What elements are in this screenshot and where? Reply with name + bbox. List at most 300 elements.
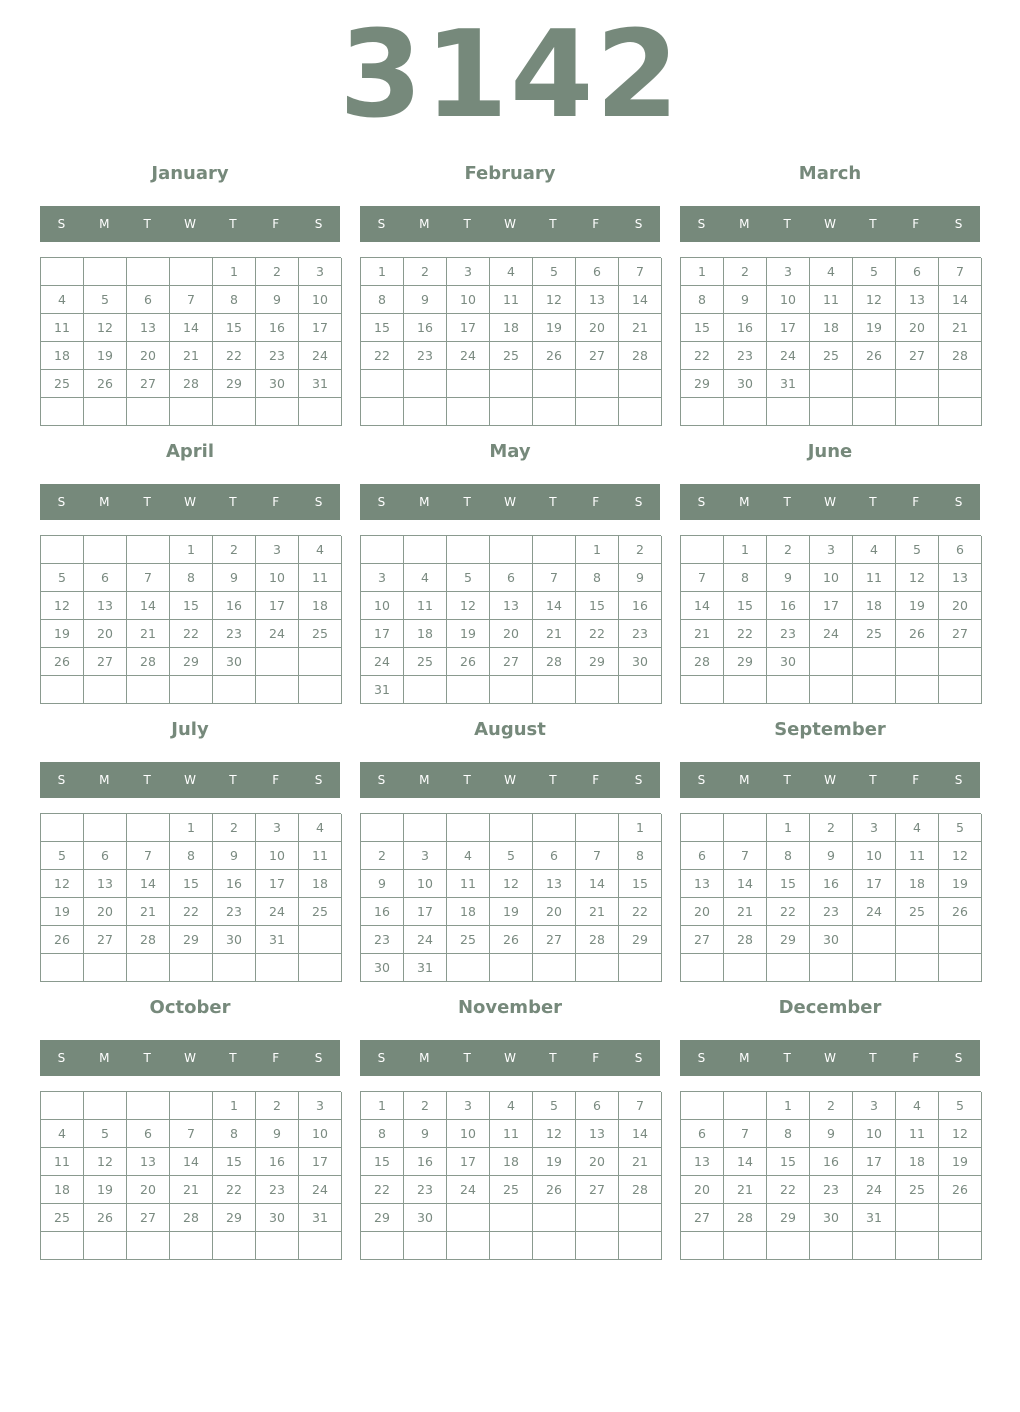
day-cell: 25 bbox=[299, 898, 342, 926]
day-cell: 16 bbox=[404, 314, 447, 342]
day-cell: 20 bbox=[490, 620, 533, 648]
weekday-label: M bbox=[99, 217, 110, 231]
day-cell: 11 bbox=[299, 564, 342, 592]
weekday-label: T bbox=[463, 773, 471, 787]
day-cell: 16 bbox=[619, 592, 662, 620]
month-august bbox=[360, 714, 660, 984]
day-cell: 6 bbox=[127, 1120, 170, 1148]
month-november bbox=[360, 992, 660, 1262]
empty-day-cell bbox=[767, 954, 810, 982]
day-cell: 10 bbox=[256, 564, 299, 592]
day-cell: 15 bbox=[361, 314, 404, 342]
day-cell: 29 bbox=[681, 370, 724, 398]
day-cell: 18 bbox=[490, 1148, 533, 1176]
weekday-label: S bbox=[634, 1051, 643, 1065]
day-cell: 18 bbox=[810, 314, 853, 342]
day-cell: 14 bbox=[170, 314, 213, 342]
weekday-label: T bbox=[783, 773, 791, 787]
day-cell: 2 bbox=[213, 536, 256, 564]
day-cell: 24 bbox=[853, 898, 896, 926]
day-cell: 7 bbox=[939, 258, 982, 286]
day-cell: 13 bbox=[896, 286, 939, 314]
day-cell: 28 bbox=[127, 648, 170, 676]
day-cell: 9 bbox=[213, 564, 256, 592]
day-cell: 20 bbox=[896, 314, 939, 342]
day-cell: 17 bbox=[853, 870, 896, 898]
weekday-label: W bbox=[504, 1051, 516, 1065]
day-cell: 30 bbox=[213, 648, 256, 676]
day-cell: 29 bbox=[170, 926, 213, 954]
day-cell: 23 bbox=[404, 1176, 447, 1204]
day-cell: 17 bbox=[447, 314, 490, 342]
day-cell: 7 bbox=[724, 1120, 767, 1148]
day-cell: 17 bbox=[767, 314, 810, 342]
weekday-label: T bbox=[869, 495, 877, 509]
empty-day-cell bbox=[767, 1232, 810, 1260]
day-cell: 11 bbox=[490, 286, 533, 314]
day-cell: 1 bbox=[724, 536, 767, 564]
day-cell: 5 bbox=[896, 536, 939, 564]
empty-day-cell bbox=[896, 1232, 939, 1260]
day-cell: 17 bbox=[256, 870, 299, 898]
empty-day-cell bbox=[490, 954, 533, 982]
day-cell: 24 bbox=[361, 648, 404, 676]
empty-day-cell bbox=[810, 1232, 853, 1260]
empty-day-cell bbox=[576, 676, 619, 704]
empty-day-cell bbox=[619, 676, 662, 704]
day-cell: 25 bbox=[853, 620, 896, 648]
day-cell: 9 bbox=[213, 842, 256, 870]
weekday-label: T bbox=[783, 217, 791, 231]
empty-day-cell bbox=[361, 370, 404, 398]
day-cell: 31 bbox=[256, 926, 299, 954]
empty-day-cell bbox=[447, 536, 490, 564]
day-cell: 26 bbox=[84, 1204, 127, 1232]
day-cell: 3 bbox=[299, 258, 342, 286]
empty-day-cell bbox=[299, 398, 342, 426]
month-name: January bbox=[151, 163, 229, 184]
empty-day-cell bbox=[361, 398, 404, 426]
day-cell: 1 bbox=[170, 814, 213, 842]
day-cell: 8 bbox=[576, 564, 619, 592]
day-cell: 3 bbox=[853, 1092, 896, 1120]
day-cell: 29 bbox=[619, 926, 662, 954]
day-cell: 12 bbox=[84, 314, 127, 342]
weekday-header bbox=[40, 206, 340, 242]
day-cell: 17 bbox=[299, 1148, 342, 1176]
day-cell: 29 bbox=[576, 648, 619, 676]
weekday-label: T bbox=[229, 773, 237, 787]
day-cell: 24 bbox=[853, 1176, 896, 1204]
empty-day-cell bbox=[896, 926, 939, 954]
empty-day-cell bbox=[213, 954, 256, 982]
day-cell: 19 bbox=[84, 342, 127, 370]
day-cell: 18 bbox=[41, 1176, 84, 1204]
day-cell: 10 bbox=[361, 592, 404, 620]
day-cell: 4 bbox=[810, 258, 853, 286]
weekday-label: S bbox=[377, 495, 386, 509]
day-cell: 12 bbox=[533, 1120, 576, 1148]
day-cell: 11 bbox=[447, 870, 490, 898]
empty-day-cell bbox=[533, 536, 576, 564]
day-grid bbox=[360, 813, 661, 982]
weekday-label: S bbox=[954, 773, 963, 787]
day-cell: 16 bbox=[404, 1148, 447, 1176]
month-name: July bbox=[171, 719, 209, 740]
day-cell: 7 bbox=[619, 1092, 662, 1120]
day-cell: 10 bbox=[853, 842, 896, 870]
weekday-label: F bbox=[272, 217, 280, 231]
weekday-header bbox=[680, 762, 980, 798]
day-cell: 26 bbox=[84, 370, 127, 398]
day-cell: 25 bbox=[404, 648, 447, 676]
day-cell: 25 bbox=[41, 370, 84, 398]
day-cell: 9 bbox=[256, 286, 299, 314]
empty-day-cell bbox=[170, 258, 213, 286]
day-cell: 6 bbox=[939, 536, 982, 564]
weekday-label: T bbox=[229, 217, 237, 231]
day-cell: 14 bbox=[724, 870, 767, 898]
empty-day-cell bbox=[404, 814, 447, 842]
weekday-label: S bbox=[377, 773, 386, 787]
month-name: June bbox=[807, 441, 853, 462]
day-cell: 28 bbox=[724, 1204, 767, 1232]
day-cell: 21 bbox=[724, 898, 767, 926]
day-cell: 26 bbox=[41, 926, 84, 954]
empty-day-cell bbox=[256, 954, 299, 982]
month-october bbox=[40, 992, 340, 1262]
weekday-label: F bbox=[912, 495, 920, 509]
weekday-label: F bbox=[592, 773, 600, 787]
day-cell: 4 bbox=[490, 1092, 533, 1120]
day-cell: 21 bbox=[127, 620, 170, 648]
weekday-label: W bbox=[184, 217, 196, 231]
month-name: March bbox=[798, 163, 862, 184]
day-cell: 24 bbox=[299, 1176, 342, 1204]
empty-day-cell bbox=[41, 676, 84, 704]
empty-day-cell bbox=[361, 814, 404, 842]
empty-day-cell bbox=[681, 1232, 724, 1260]
day-cell: 13 bbox=[939, 564, 982, 592]
empty-day-cell bbox=[724, 1092, 767, 1120]
day-cell: 27 bbox=[681, 1204, 724, 1232]
day-cell: 11 bbox=[41, 1148, 84, 1176]
day-cell: 2 bbox=[404, 258, 447, 286]
day-cell: 14 bbox=[170, 1148, 213, 1176]
day-cell: 31 bbox=[299, 370, 342, 398]
day-cell: 27 bbox=[896, 342, 939, 370]
day-grid bbox=[680, 813, 981, 982]
day-cell: 25 bbox=[896, 1176, 939, 1204]
day-cell: 4 bbox=[490, 258, 533, 286]
weekday-label: S bbox=[314, 773, 323, 787]
weekday-label: S bbox=[954, 1051, 963, 1065]
empty-day-cell bbox=[533, 954, 576, 982]
weekday-label: S bbox=[57, 495, 66, 509]
empty-day-cell bbox=[576, 1204, 619, 1232]
day-cell: 10 bbox=[447, 286, 490, 314]
day-cell: 31 bbox=[361, 676, 404, 704]
day-cell: 28 bbox=[939, 342, 982, 370]
day-cell: 1 bbox=[619, 814, 662, 842]
weekday-label: S bbox=[314, 495, 323, 509]
day-cell: 30 bbox=[767, 648, 810, 676]
day-cell: 19 bbox=[41, 620, 84, 648]
day-cell: 1 bbox=[170, 536, 213, 564]
weekday-label: M bbox=[739, 217, 750, 231]
weekday-label: T bbox=[869, 217, 877, 231]
day-cell: 21 bbox=[939, 314, 982, 342]
day-cell: 23 bbox=[361, 926, 404, 954]
day-cell: 12 bbox=[490, 870, 533, 898]
day-cell: 14 bbox=[939, 286, 982, 314]
day-cell: 22 bbox=[576, 620, 619, 648]
day-cell: 21 bbox=[576, 898, 619, 926]
day-cell: 12 bbox=[896, 564, 939, 592]
weekday-label: T bbox=[143, 1051, 151, 1065]
empty-day-cell bbox=[84, 536, 127, 564]
weekday-label: F bbox=[912, 1051, 920, 1065]
day-cell: 26 bbox=[41, 648, 84, 676]
day-cell: 4 bbox=[41, 286, 84, 314]
day-cell: 3 bbox=[404, 842, 447, 870]
day-cell: 28 bbox=[576, 926, 619, 954]
day-cell: 20 bbox=[681, 1176, 724, 1204]
day-cell: 4 bbox=[853, 536, 896, 564]
day-cell: 24 bbox=[447, 342, 490, 370]
weekday-label: M bbox=[419, 773, 430, 787]
empty-day-cell bbox=[939, 954, 982, 982]
month-name: October bbox=[149, 997, 231, 1018]
day-cell: 1 bbox=[361, 258, 404, 286]
day-cell: 8 bbox=[361, 1120, 404, 1148]
empty-day-cell bbox=[41, 536, 84, 564]
weekday-label: W bbox=[824, 1051, 836, 1065]
empty-day-cell bbox=[404, 676, 447, 704]
month-name: September bbox=[774, 719, 886, 740]
day-grid bbox=[40, 813, 341, 982]
weekday-label: W bbox=[504, 773, 516, 787]
day-grid bbox=[680, 1091, 981, 1260]
day-cell: 3 bbox=[256, 536, 299, 564]
day-cell: 21 bbox=[170, 342, 213, 370]
day-cell: 9 bbox=[724, 286, 767, 314]
empty-day-cell bbox=[681, 814, 724, 842]
day-cell: 19 bbox=[490, 898, 533, 926]
empty-day-cell bbox=[84, 954, 127, 982]
empty-day-cell bbox=[939, 398, 982, 426]
day-cell: 4 bbox=[896, 1092, 939, 1120]
day-cell: 17 bbox=[853, 1148, 896, 1176]
day-cell: 3 bbox=[447, 1092, 490, 1120]
day-cell: 22 bbox=[767, 1176, 810, 1204]
day-cell: 16 bbox=[361, 898, 404, 926]
day-cell: 8 bbox=[767, 1120, 810, 1148]
day-cell: 7 bbox=[127, 842, 170, 870]
day-cell: 7 bbox=[127, 564, 170, 592]
day-cell: 5 bbox=[939, 814, 982, 842]
empty-day-cell bbox=[767, 676, 810, 704]
empty-day-cell bbox=[127, 1092, 170, 1120]
day-cell: 2 bbox=[810, 1092, 853, 1120]
day-cell: 19 bbox=[533, 314, 576, 342]
weekday-label: W bbox=[824, 495, 836, 509]
day-cell: 13 bbox=[576, 286, 619, 314]
day-cell: 19 bbox=[939, 1148, 982, 1176]
weekday-label: S bbox=[634, 773, 643, 787]
day-cell: 20 bbox=[127, 1176, 170, 1204]
day-cell: 19 bbox=[41, 898, 84, 926]
empty-day-cell bbox=[533, 676, 576, 704]
day-cell: 7 bbox=[619, 258, 662, 286]
empty-day-cell bbox=[404, 370, 447, 398]
day-cell: 27 bbox=[84, 926, 127, 954]
empty-day-cell bbox=[41, 258, 84, 286]
day-cell: 16 bbox=[256, 314, 299, 342]
day-cell: 23 bbox=[256, 342, 299, 370]
empty-day-cell bbox=[213, 398, 256, 426]
day-cell: 3 bbox=[810, 536, 853, 564]
day-cell: 23 bbox=[724, 342, 767, 370]
day-cell: 21 bbox=[533, 620, 576, 648]
weekday-header bbox=[360, 762, 660, 798]
weekday-label: M bbox=[99, 1051, 110, 1065]
day-cell: 10 bbox=[299, 286, 342, 314]
empty-day-cell bbox=[490, 676, 533, 704]
day-cell: 3 bbox=[853, 814, 896, 842]
empty-day-cell bbox=[41, 1232, 84, 1260]
empty-day-cell bbox=[84, 398, 127, 426]
empty-day-cell bbox=[533, 370, 576, 398]
day-cell: 22 bbox=[213, 342, 256, 370]
day-cell: 6 bbox=[490, 564, 533, 592]
empty-day-cell bbox=[84, 1232, 127, 1260]
day-cell: 20 bbox=[84, 898, 127, 926]
day-cell: 6 bbox=[681, 1120, 724, 1148]
month-name: April bbox=[165, 441, 215, 462]
weekday-label: T bbox=[463, 217, 471, 231]
empty-day-cell bbox=[84, 814, 127, 842]
day-cell: 12 bbox=[41, 870, 84, 898]
day-cell: 18 bbox=[404, 620, 447, 648]
day-cell: 10 bbox=[299, 1120, 342, 1148]
day-cell: 27 bbox=[127, 1204, 170, 1232]
weekday-label: S bbox=[697, 1051, 706, 1065]
day-cell: 8 bbox=[170, 842, 213, 870]
empty-day-cell bbox=[299, 926, 342, 954]
day-cell: 11 bbox=[299, 842, 342, 870]
weekday-label: T bbox=[549, 217, 557, 231]
day-cell: 10 bbox=[256, 842, 299, 870]
empty-day-cell bbox=[361, 1232, 404, 1260]
empty-day-cell bbox=[170, 1232, 213, 1260]
day-cell: 15 bbox=[170, 592, 213, 620]
empty-day-cell bbox=[576, 370, 619, 398]
day-cell: 24 bbox=[404, 926, 447, 954]
empty-day-cell bbox=[127, 954, 170, 982]
day-cell: 15 bbox=[576, 592, 619, 620]
empty-day-cell bbox=[404, 398, 447, 426]
day-grid bbox=[360, 257, 661, 426]
weekday-label: T bbox=[229, 495, 237, 509]
weekday-label: T bbox=[783, 1051, 791, 1065]
day-cell: 16 bbox=[810, 1148, 853, 1176]
day-cell: 21 bbox=[619, 1148, 662, 1176]
day-cell: 13 bbox=[681, 870, 724, 898]
day-cell: 5 bbox=[84, 1120, 127, 1148]
weekday-label: W bbox=[824, 217, 836, 231]
day-cell: 12 bbox=[533, 286, 576, 314]
day-cell: 31 bbox=[853, 1204, 896, 1232]
day-cell: 22 bbox=[170, 620, 213, 648]
weekday-label: S bbox=[377, 217, 386, 231]
weekday-label: T bbox=[143, 773, 151, 787]
day-cell: 16 bbox=[724, 314, 767, 342]
weekday-label: W bbox=[504, 495, 516, 509]
day-cell: 10 bbox=[853, 1120, 896, 1148]
day-cell: 26 bbox=[939, 1176, 982, 1204]
day-cell: 23 bbox=[213, 620, 256, 648]
day-grid bbox=[40, 257, 341, 426]
day-cell: 30 bbox=[619, 648, 662, 676]
weekday-label: S bbox=[57, 773, 66, 787]
month-december bbox=[680, 992, 980, 1262]
day-cell: 4 bbox=[299, 536, 342, 564]
empty-day-cell bbox=[404, 1232, 447, 1260]
empty-day-cell bbox=[256, 648, 299, 676]
weekday-header bbox=[680, 484, 980, 520]
empty-day-cell bbox=[896, 370, 939, 398]
day-cell: 16 bbox=[810, 870, 853, 898]
day-cell: 8 bbox=[681, 286, 724, 314]
empty-day-cell bbox=[810, 954, 853, 982]
empty-day-cell bbox=[127, 398, 170, 426]
empty-day-cell bbox=[939, 648, 982, 676]
day-cell: 15 bbox=[170, 870, 213, 898]
day-cell: 24 bbox=[256, 620, 299, 648]
empty-day-cell bbox=[576, 1232, 619, 1260]
month-june bbox=[680, 436, 980, 706]
day-cell: 9 bbox=[767, 564, 810, 592]
day-cell: 18 bbox=[41, 342, 84, 370]
day-cell: 17 bbox=[810, 592, 853, 620]
day-cell: 29 bbox=[767, 926, 810, 954]
empty-day-cell bbox=[299, 676, 342, 704]
weekday-label: T bbox=[143, 495, 151, 509]
day-cell: 23 bbox=[810, 1176, 853, 1204]
day-cell: 28 bbox=[619, 342, 662, 370]
day-cell: 12 bbox=[447, 592, 490, 620]
day-cell: 19 bbox=[853, 314, 896, 342]
empty-day-cell bbox=[41, 1092, 84, 1120]
empty-day-cell bbox=[84, 676, 127, 704]
day-cell: 15 bbox=[724, 592, 767, 620]
day-cell: 24 bbox=[447, 1176, 490, 1204]
day-cell: 26 bbox=[533, 1176, 576, 1204]
day-cell: 21 bbox=[681, 620, 724, 648]
day-cell: 19 bbox=[939, 870, 982, 898]
weekday-label: F bbox=[912, 773, 920, 787]
weekday-label: W bbox=[184, 495, 196, 509]
day-cell: 29 bbox=[170, 648, 213, 676]
day-cell: 27 bbox=[533, 926, 576, 954]
day-cell: 4 bbox=[299, 814, 342, 842]
empty-day-cell bbox=[84, 258, 127, 286]
day-cell: 11 bbox=[490, 1120, 533, 1148]
day-cell: 21 bbox=[127, 898, 170, 926]
weekday-label: S bbox=[377, 1051, 386, 1065]
empty-day-cell bbox=[84, 1092, 127, 1120]
